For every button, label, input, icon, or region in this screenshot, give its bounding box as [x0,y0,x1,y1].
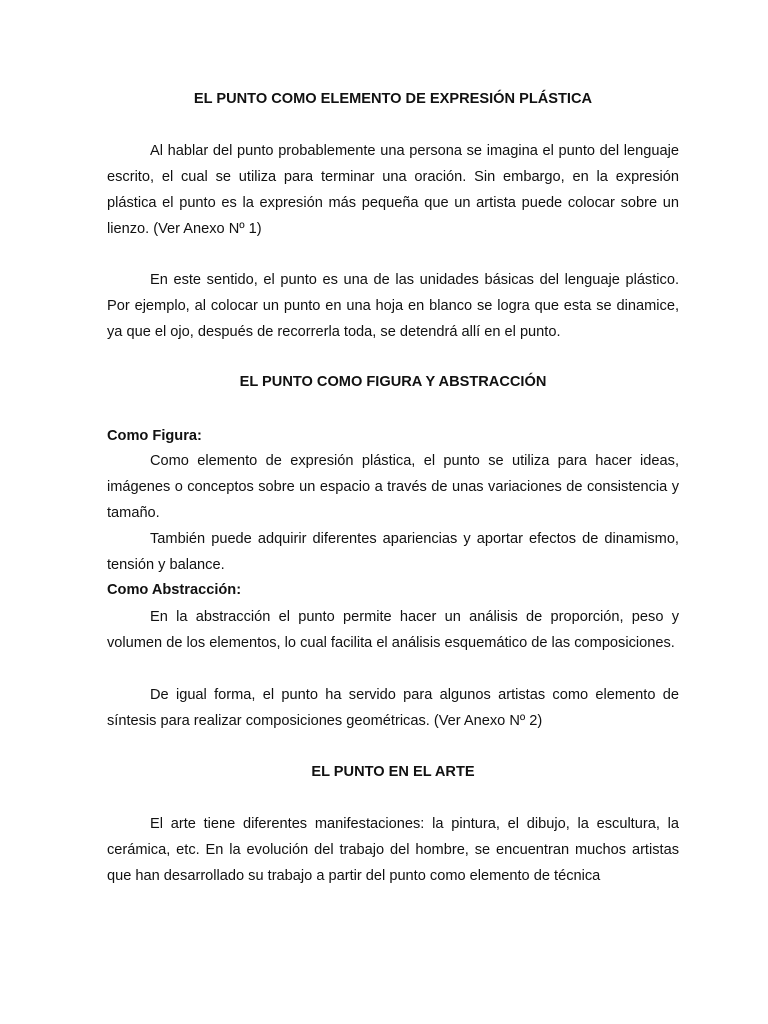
paragraph-abstraccion-analisis: En la abstracción el punto permite hacer un análisis de proporción, peso y volumen de los elementos, lo cual facilita el análisis esquemático de las composiciones. [107,609,679,651]
paragraph-abstraccion-sintesis: De igual forma, el punto ha servido para algunos artistas como elemento de síntesis para realizar composiciones geométricas. (Ver Anexo Nº 2) [107,687,679,729]
section-heading-figura-abstraccion: EL PUNTO COMO FIGURA Y ABSTRACCIÓN [239,374,547,390]
paragraph-punto-definicion: Al hablar del punto probablemente una persona se imagina el punto del lenguaje escrito, el cual se utiliza para terminar una oración. Sin embargo, en la expresión plástica el punto es la expresión más pequeña que un artista puede colocar sobre un lienzo. (Ver Anexo Nº 1) [107,143,679,237]
paragraph-figura-elemento: Como elemento de expresión plástica, el punto se utiliza para hacer ideas, imágenes o conceptos sobre un espacio a través de unas variaciones de consistencia y tamaño. [107,453,679,521]
section-heading-punto-en-arte: EL PUNTO EN EL ARTE [311,764,475,780]
section-heading-expresion-plastica: EL PUNTO COMO ELEMENTO DE EXPRESIÓN PLÁSTICA [193,91,593,107]
subheading-como-abstraccion: Como Abstracción: [107,582,242,598]
subheading-como-figura: Como Figura: [107,428,202,444]
paragraph-figura-apariencias: También puede adquirir diferentes apariencias y aportar efectos de dinamismo, tensión y balance. [107,531,679,573]
paragraph-unidades-basicas: En este sentido, el punto es una de las unidades básicas del lenguaje plástico. Por ejemplo, al colocar un punto en una hoja en blanco se logra que esta se dinamice, ya que el ojo, después de recorrerla toda, se detendrá allí en el punto. [107,272,679,340]
paragraph-arte-manifestaciones: El arte tiene diferentes manifestaciones: la pintura, el dibujo, la escultura, la cerámica, etc. En la evolución del trabajo del hombre, se encuentran muchos artistas que han desarrollado su trabajo a partir del punto como elemento de técnica [107,816,679,884]
